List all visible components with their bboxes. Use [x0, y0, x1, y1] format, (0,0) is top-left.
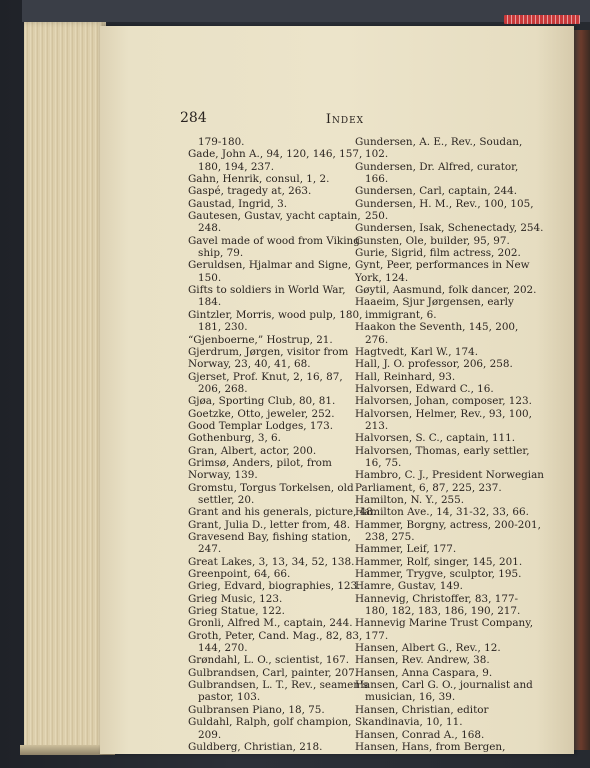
index-line: Gaustad, Ingrid, 3. — [188, 197, 288, 210]
index-line: Gundersen, H. M., Rev., 100, 105, — [355, 197, 534, 210]
index-line: Gundersen, Isak, Schenectady, 254. — [355, 222, 544, 235]
index-line: Grøndahl, L. O., scientist, 167. — [188, 654, 350, 667]
index-line: Hagtvedt, Karl W., 174. — [355, 345, 478, 358]
index-line: Gjerset, Prof. Knut, 2, 16, 87, — [188, 370, 343, 383]
index-line: Gahn, Henrik, consul, 1, 2. — [188, 173, 330, 186]
index-line: Greenpoint, 64, 66. — [188, 568, 291, 581]
index-line: Gjerdrum, Jørgen, visitor from — [188, 345, 349, 358]
index-line: Haakon the Seventh, 145, 200, — [355, 321, 519, 334]
index-line: Gran, Albert, actor, 200. — [188, 444, 317, 457]
index-line: Geruldsen, Hjalmar and Signe, — [188, 259, 352, 272]
index-line: Hansen, Rev. Andrew, 38. — [355, 654, 490, 667]
index-line: Halvorsen, Helmer, Rev., 93, 100, — [355, 407, 532, 420]
index-line: Gøytil, Aasmund, folk dancer, 202. — [355, 284, 537, 297]
index-line: Gavel made of wood from Viking — [188, 234, 360, 247]
index-line: Hall, J. O. professor, 206, 258. — [355, 358, 513, 371]
index-line: Grant, Julia D., letter from, 48. — [188, 518, 351, 531]
index-line: 209. — [198, 728, 222, 741]
index-line: Hammer, Borgny, actress, 200-201, — [355, 518, 541, 531]
index-line: Great Lakes, 3, 13, 34, 52, 138. — [188, 555, 355, 568]
index-line: 166. — [365, 173, 389, 186]
index-line: Gronli, Alfred M., captain, 244. — [188, 617, 353, 630]
index-line: 144, 270. — [198, 642, 248, 655]
index-line: Hammer, Trygve, sculptor, 195. — [355, 568, 522, 581]
index-line: 206, 268. — [198, 382, 248, 395]
index-line: Hall, Reinhard, 93. — [355, 370, 456, 383]
index-line: pastor, 103. — [198, 691, 261, 704]
index-line: Hambro, C. J., President Norwegian — [355, 469, 544, 482]
index-line: Grieg Music, 123. — [188, 592, 283, 605]
index-line: Hansen, Carl G. O., journalist and — [355, 679, 533, 692]
index-line: Hannevig Marine Trust Company, — [355, 617, 533, 630]
index-line: 16, 75. — [365, 456, 402, 469]
index-line: Goetzke, Otto, jeweler, 252. — [188, 407, 335, 420]
index-line: Halvorsen, Johan, composer, 123. — [355, 395, 532, 408]
index-line: settler, 20. — [198, 493, 255, 506]
index-line: 102. — [365, 148, 389, 161]
index-line: Gulbrandsen, Carl, painter, 207. — [188, 666, 359, 679]
index-line: Halvorsen, S. C., captain, 111. — [355, 432, 516, 445]
page-number: 284 — [180, 110, 207, 126]
index-line: Gynt, Peer, performances in New — [355, 259, 530, 272]
index-line: Good Templar Lodges, 173. — [188, 419, 334, 432]
index-line: Gothenburg, 3, 6. — [188, 432, 281, 445]
index-line: 247. — [198, 543, 222, 556]
index-line: Gintzler, Morris, wood pulp, 180, — [188, 308, 363, 321]
index-line: Halvorsen, Thomas, early settler, — [355, 444, 530, 457]
index-line: Parliament, 6, 87, 225, 237. — [355, 481, 502, 494]
index-line: Gaspé, tragedy at, 263. — [188, 185, 312, 198]
index-line: 180, 194, 237. — [198, 160, 275, 173]
index-line: Halvorsen, Edward C., 16. — [355, 382, 494, 395]
index-line: Gurie, Sigrid, film actress, 202. — [355, 247, 521, 260]
index-line: 248. — [198, 222, 222, 235]
index-line: Gundersen, Carl, captain, 244. — [355, 185, 518, 198]
index-line: 181, 230. — [198, 321, 248, 334]
index-line: York, 124. — [355, 271, 409, 284]
index-line: Hammer, Leif, 177. — [355, 543, 457, 556]
index-line: Gade, John A., 94, 120, 146, 157, — [188, 148, 363, 161]
index-line: Norway, 139. — [188, 469, 258, 482]
index-line: Gromstu, Torgus Torkelsen, old — [188, 481, 354, 494]
index-line: “Gjenboerne,” Hostrup, 21. — [188, 333, 333, 346]
index-line: 250. — [365, 210, 389, 223]
index-line: 238, 275. — [365, 531, 415, 543]
index-line: Hansen, Hans, from Bergen, — [355, 740, 506, 753]
index-line: 150. — [198, 271, 222, 284]
index-line: Gjøa, Sporting Club, 80, 81. — [188, 395, 336, 408]
index-line: Guldberg, Christian, 218. — [188, 740, 323, 753]
index-line: Groth, Peter, Cand. Mag., 82, 83, — [188, 629, 363, 642]
page-stack-edge — [24, 22, 106, 750]
index-line: Hansen, Conrad A., 168. — [355, 728, 485, 741]
index-line: 177. — [365, 629, 389, 642]
red-page-edge-tabs — [504, 15, 580, 24]
index-line: 179-180. — [198, 136, 245, 148]
index-line: 184. — [198, 296, 222, 309]
index-line: Grimsø, Anders, pilot, from — [188, 456, 332, 469]
index-line: Gulbrandsen, L. T., Rev., seamen's — [188, 679, 369, 692]
running-head: Index — [325, 112, 365, 127]
index-line: immigrant, 6. — [365, 308, 437, 321]
index-line: musician, 16, 39. — [365, 691, 456, 704]
index-line: Grant and his generals, picture, 48. — [188, 506, 377, 519]
index-line: ship, 79. — [198, 247, 244, 260]
index-line: Hamilton, N. Y., 255. — [355, 493, 465, 506]
index-line: Guldahl, Ralph, golf champion, — [188, 716, 352, 729]
index-line: 180, 182, 183, 186, 190, 217. — [365, 605, 521, 618]
index-line: Gunsten, Ole, builder, 95, 97. — [355, 234, 510, 247]
index-line: Gautesen, Gustav, yacht captain, — [188, 210, 361, 223]
index-line: Haaeim, Sjur Jørgensen, early — [355, 296, 514, 309]
index-line: Hansen, Albert G., Rev., 12. — [355, 642, 501, 655]
index-line: Hansen, Anna Caspara, 9. — [355, 666, 493, 679]
index-line: Hamre, Gustav, 149. — [355, 580, 463, 593]
index-line: Grieg Statue, 122. — [188, 605, 285, 618]
index-column-right — [355, 136, 544, 753]
index-line: Gravesend Bay, fishing station, — [188, 531, 351, 543]
index-line: Hammer, Rolf, singer, 145, 201. — [355, 555, 523, 568]
index-line: Hannevig, Christoffer, 83, 177- — [355, 592, 519, 605]
index-line: Grieg, Edvard, biographies, 123. — [188, 580, 361, 593]
index-line: Hansen, Christian, editor — [355, 703, 489, 716]
index-line: Skandinavia, 10, 11. — [355, 716, 463, 729]
index-line: 276. — [365, 333, 389, 346]
index-line: Hamilton Ave., 14, 31-32, 33, 66. — [355, 506, 529, 519]
index-line: Gulbransen Piano, 18, 75. — [188, 703, 325, 716]
book-right-edge — [572, 30, 590, 750]
index-line: Gundersen, Dr. Alfred, curator, — [355, 160, 519, 173]
index-line: Norway, 23, 40, 41, 68. — [188, 358, 311, 371]
index-line: 213. — [365, 419, 389, 432]
index-line: Gundersen, A. E., Rev., Soudan, — [355, 136, 523, 148]
index-line: Gifts to soldiers in World War, — [188, 284, 346, 297]
